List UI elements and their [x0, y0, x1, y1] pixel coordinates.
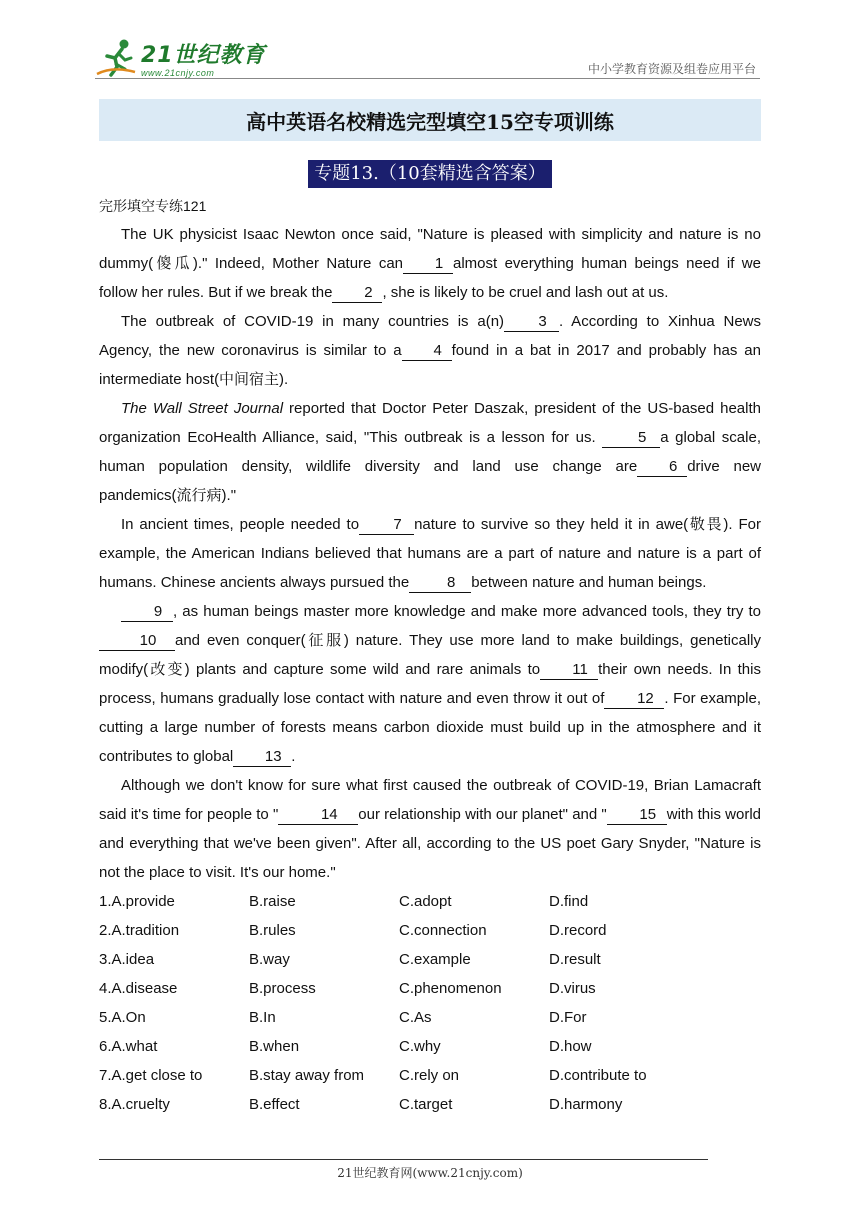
text: The UK physicist Isaac Newton once said, "Nature is pleased with simplicity and nature is no dummy(傻瓜)." Indeed, Mother Nature can: [99, 226, 761, 272]
newspaper-name: The Wall Street Journal: [121, 400, 284, 417]
section-title: 完形填空专练121: [99, 198, 207, 214]
option-d[interactable]: D.find: [549, 893, 589, 910]
text: almost everything human beings need if we follow her rules. But if we break the: [99, 255, 761, 301]
option-b[interactable]: B.effect: [249, 1096, 300, 1113]
option-a[interactable]: 4.A.disease: [99, 980, 178, 997]
paragraph-2: [99, 307, 761, 394]
blank-10[interactable]: 10: [99, 632, 175, 651]
option-a[interactable]: 1.A.provide: [99, 893, 175, 910]
blank-5[interactable]: 5: [602, 429, 660, 448]
option-b[interactable]: B.when: [249, 1038, 300, 1055]
option-c[interactable]: C.target: [399, 1096, 453, 1113]
site-logo: [95, 34, 266, 78]
option-row-3: [99, 945, 761, 974]
text: found in a bat in 2017 and probably has an intermediate host(中间宿主).: [99, 342, 761, 388]
option-a[interactable]: 8.A.cruelty: [99, 1096, 170, 1113]
paragraph-1: [99, 220, 761, 307]
blank-12[interactable]: 12: [604, 690, 664, 709]
option-d[interactable]: D.record: [549, 922, 607, 939]
text: a global scale, human population density, wildlife diversity and land use change are: [99, 429, 761, 475]
option-a[interactable]: 5.A.On: [99, 1009, 146, 1026]
blank-11[interactable]: 11: [540, 661, 598, 680]
logo-title: 21世纪教育: [141, 43, 266, 68]
option-row-5: [99, 1003, 761, 1032]
text: . For example, cutting a large number of forests means carbon dioxide must build up in the atmosphere and it contributes to global: [99, 690, 761, 765]
text: their own needs. In this process, humans gradually lose contact with nature and even throw it out of: [99, 661, 761, 707]
header-platform-text: 中小学教育资源及组卷应用平台: [587, 62, 756, 76]
page-title: 高中英语名校精选完型填空15空专项训练: [246, 109, 614, 134]
text: and even conquer(征服) nature. They use more land to make buildings, genetically modify(改变) plants and capture some wild and rare animals to: [99, 632, 761, 678]
main-content: [99, 192, 761, 1119]
runner-logo-icon: [95, 36, 137, 78]
blank-1[interactable]: 1: [403, 255, 453, 274]
option-a[interactable]: 2.A.tradition: [99, 922, 180, 939]
option-a[interactable]: 6.A.what: [99, 1038, 158, 1055]
text: , as human beings master more knowledge and make more advanced tools, they try to: [173, 603, 761, 620]
option-row-2: [99, 916, 761, 945]
text: nature to survive so they held it in awe(敬畏). For example, the American Indians believed that humans are a part of nature and nature is a part of humans. Chinese ancients always pursued the: [99, 516, 761, 591]
option-d[interactable]: D.how: [549, 1038, 592, 1055]
option-c[interactable]: C.example: [399, 951, 471, 968]
text: In ancient times, people needed to: [121, 516, 360, 533]
page-header: [95, 30, 760, 80]
paragraph-3: [99, 394, 761, 510]
page-footer: 21世纪教育网(www.21cnjy.com): [337, 1166, 523, 1180]
option-b[interactable]: B.rules: [249, 922, 296, 939]
page-subtitle: 专题13.（10套精选含答案）: [308, 160, 552, 188]
option-row-8: [99, 1090, 761, 1119]
blank-6[interactable]: 6: [637, 458, 687, 477]
header-divider: [95, 78, 760, 79]
text: .: [291, 748, 296, 765]
option-row-7: [99, 1061, 761, 1090]
option-row-4: [99, 974, 761, 1003]
option-d[interactable]: D.result: [549, 951, 601, 968]
text: our relationship with our planet" and ": [358, 806, 607, 823]
option-c[interactable]: C.As: [399, 1009, 432, 1026]
option-b[interactable]: B.stay away from: [249, 1067, 365, 1084]
text: reported that Doctor Peter Daszak, president of the US-based health organization EcoHealth Alliance, said, "This outbreak is a lesson for us.: [99, 400, 761, 446]
option-c[interactable]: C.connection: [399, 922, 487, 939]
option-b[interactable]: B.way: [249, 951, 290, 968]
option-a[interactable]: 7.A.get close to: [99, 1067, 203, 1084]
paragraph-5: [99, 597, 761, 771]
option-b[interactable]: B.In: [249, 1009, 276, 1026]
title-banner: [99, 99, 761, 141]
option-d[interactable]: D.virus: [549, 980, 596, 997]
option-a[interactable]: 3.A.idea: [99, 951, 155, 968]
text: between nature and human beings.: [471, 574, 707, 591]
blank-8[interactable]: 8: [409, 574, 471, 593]
option-row-6: [99, 1032, 761, 1061]
blank-3[interactable]: 3: [504, 313, 559, 332]
text: The outbreak of COVID-19 in many countries is a(n): [121, 313, 505, 330]
option-d[interactable]: D.For: [549, 1009, 587, 1026]
option-b[interactable]: B.raise: [249, 893, 296, 910]
option-c[interactable]: C.rely on: [399, 1067, 460, 1084]
option-d[interactable]: D.harmony: [549, 1096, 623, 1113]
paragraph-6: [99, 771, 761, 887]
text: , she is likely to be cruel and lash out at us.: [382, 284, 669, 301]
text: with this world and everything that we've been given". After all, according to the US poet Gary Snyder, "Nature is not the place to visit. It's our home.": [99, 806, 762, 881]
blank-4[interactable]: 4: [402, 342, 452, 361]
blank-15[interactable]: 15: [607, 806, 667, 825]
text: drive new pandemics(流行病).": [99, 458, 761, 504]
option-b[interactable]: B.process: [249, 980, 316, 997]
paragraph-4: [99, 510, 761, 597]
option-row-1: [99, 887, 761, 916]
blank-9[interactable]: 9: [121, 603, 173, 622]
option-c[interactable]: C.phenomenon: [399, 980, 502, 997]
footer-divider: [99, 1159, 708, 1160]
text: . According to Xinhua News Agency, the new coronavirus is similar to a: [99, 313, 762, 359]
logo-url: www.21cnjy.com: [141, 68, 215, 78]
blank-14[interactable]: 14: [278, 806, 358, 825]
blank-7[interactable]: 7: [359, 516, 414, 535]
answer-options: [99, 887, 761, 1119]
option-c[interactable]: C.adopt: [399, 893, 452, 910]
text: Although we don't know for sure what first caused the outbreak of COVID-19, Brian Lamacraft said it's time for people to ": [99, 777, 761, 823]
blank-2[interactable]: 2: [332, 284, 382, 303]
option-c[interactable]: C.why: [399, 1038, 441, 1055]
subtitle-wrapper: [0, 160, 860, 188]
option-d[interactable]: D.contribute to: [549, 1067, 647, 1084]
blank-13[interactable]: 13: [233, 748, 291, 767]
